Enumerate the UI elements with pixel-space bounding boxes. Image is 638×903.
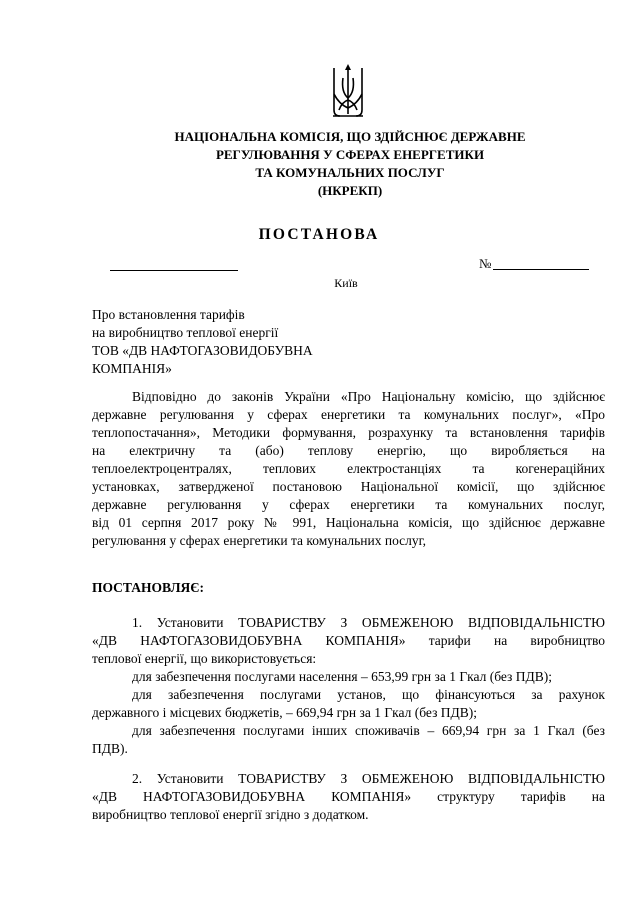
item-1-sub-c-line: ПДВ). bbox=[92, 741, 128, 756]
org-line-1: НАЦІОНАЛЬНА КОМІСІЯ, ЩО ЗДІЙСНЮЄ ДЕРЖАВНЕ bbox=[174, 129, 526, 144]
tryzub-emblem-icon bbox=[331, 64, 365, 120]
org-line-3: ТА КОМУНАЛЬНИХ ПОСЛУГ bbox=[255, 165, 445, 180]
preamble-line: теплопостачання», Методики формування, розрахунку та встановлення тарифів bbox=[92, 425, 605, 440]
decree-heading: ПОСТАНОВЛЯЄ: bbox=[92, 580, 204, 595]
item-1-sub-c-line: для забезпечення послугами інших споживачів – 669,94 грн за 1 Гкал (без bbox=[132, 723, 605, 738]
subject-line: ТОВ «ДВ НАФТОГАЗОВИДОБУВНА bbox=[92, 343, 313, 358]
preamble-line: установках, затвердженої постановою Національної комісії, що здійснює bbox=[92, 479, 605, 494]
preamble-line: державне регулювання у сферах енергетики та комунальних послуг, bbox=[92, 497, 605, 512]
number-blank-line bbox=[493, 269, 589, 270]
item-2-line: «ДВ НАФТОГАЗОВИДОБУВНА КОМПАНІЯ» структуру тарифів на bbox=[92, 789, 605, 804]
item-2-paragraph bbox=[92, 770, 605, 824]
item-1-line: теплової енергії, що використовується: bbox=[92, 651, 317, 666]
preamble-line: регулювання у сферах енергетики та комунальних послуг, bbox=[92, 533, 427, 548]
city-label: Київ bbox=[334, 276, 358, 290]
preamble-paragraph bbox=[92, 388, 605, 550]
number-label: № bbox=[479, 256, 492, 271]
subject-line: на виробництво теплової енергії bbox=[92, 325, 279, 340]
document-subject bbox=[92, 306, 313, 378]
org-line-2: РЕГУЛЮВАННЯ У СФЕРАХ ЕНЕРГЕТИКИ bbox=[215, 147, 485, 162]
item-1-paragraph bbox=[92, 614, 605, 758]
subject-line: КОМПАНІЯ» bbox=[92, 361, 172, 376]
preamble-line: від 01 серпня 2017 року № 991, Національна комісія, що здійснює державне bbox=[92, 515, 605, 530]
organization-name bbox=[120, 128, 580, 200]
item-2-line: виробництво теплової енергії згідно з додатком. bbox=[92, 807, 369, 822]
preamble-line: Відповідно до законів України «Про Національну комісію, що здійснює bbox=[132, 389, 605, 404]
org-line-4: (НКРЕКП) bbox=[317, 183, 383, 198]
date-blank-line bbox=[110, 262, 238, 271]
preamble-line: на електричну та (або) теплову енергію, що виробляється на bbox=[92, 443, 605, 458]
item-1-line: «ДВ НАФТОГАЗОВИДОБУВНА КОМПАНІЯ» тарифи на виробництво bbox=[92, 633, 605, 648]
item-1-sub-b-line: державного і місцевих бюджетів, – 669,94 грн за 1 Гкал (без ПДВ); bbox=[92, 705, 477, 720]
subject-line: Про встановлення тарифів bbox=[92, 307, 245, 322]
document-title: ПОСТАНОВА bbox=[258, 226, 380, 243]
item-1-sub-a: для забезпечення послугами населення – 653,99 грн за 1 Гкал (без ПДВ); bbox=[132, 669, 552, 684]
preamble-line: державне регулювання у сферах енергетики та комунальних послуг», «Про bbox=[92, 407, 605, 422]
item-1-sub-b-line: для забезпечення послугами установ, що фінансуються за рахунок bbox=[132, 687, 605, 702]
preamble-line: теплоелектроцентралях, теплових електростанціях та когенераційних bbox=[92, 461, 605, 476]
item-1-line: 1. Установити ТОВАРИСТВУ З ОБМЕЖЕНОЮ ВІДПОВІДАЛЬНІСТЮ bbox=[132, 615, 605, 630]
item-2-line: 2. Установити ТОВАРИСТВУ З ОБМЕЖЕНОЮ ВІДПОВІДАЛЬНІСТЮ bbox=[132, 771, 605, 786]
